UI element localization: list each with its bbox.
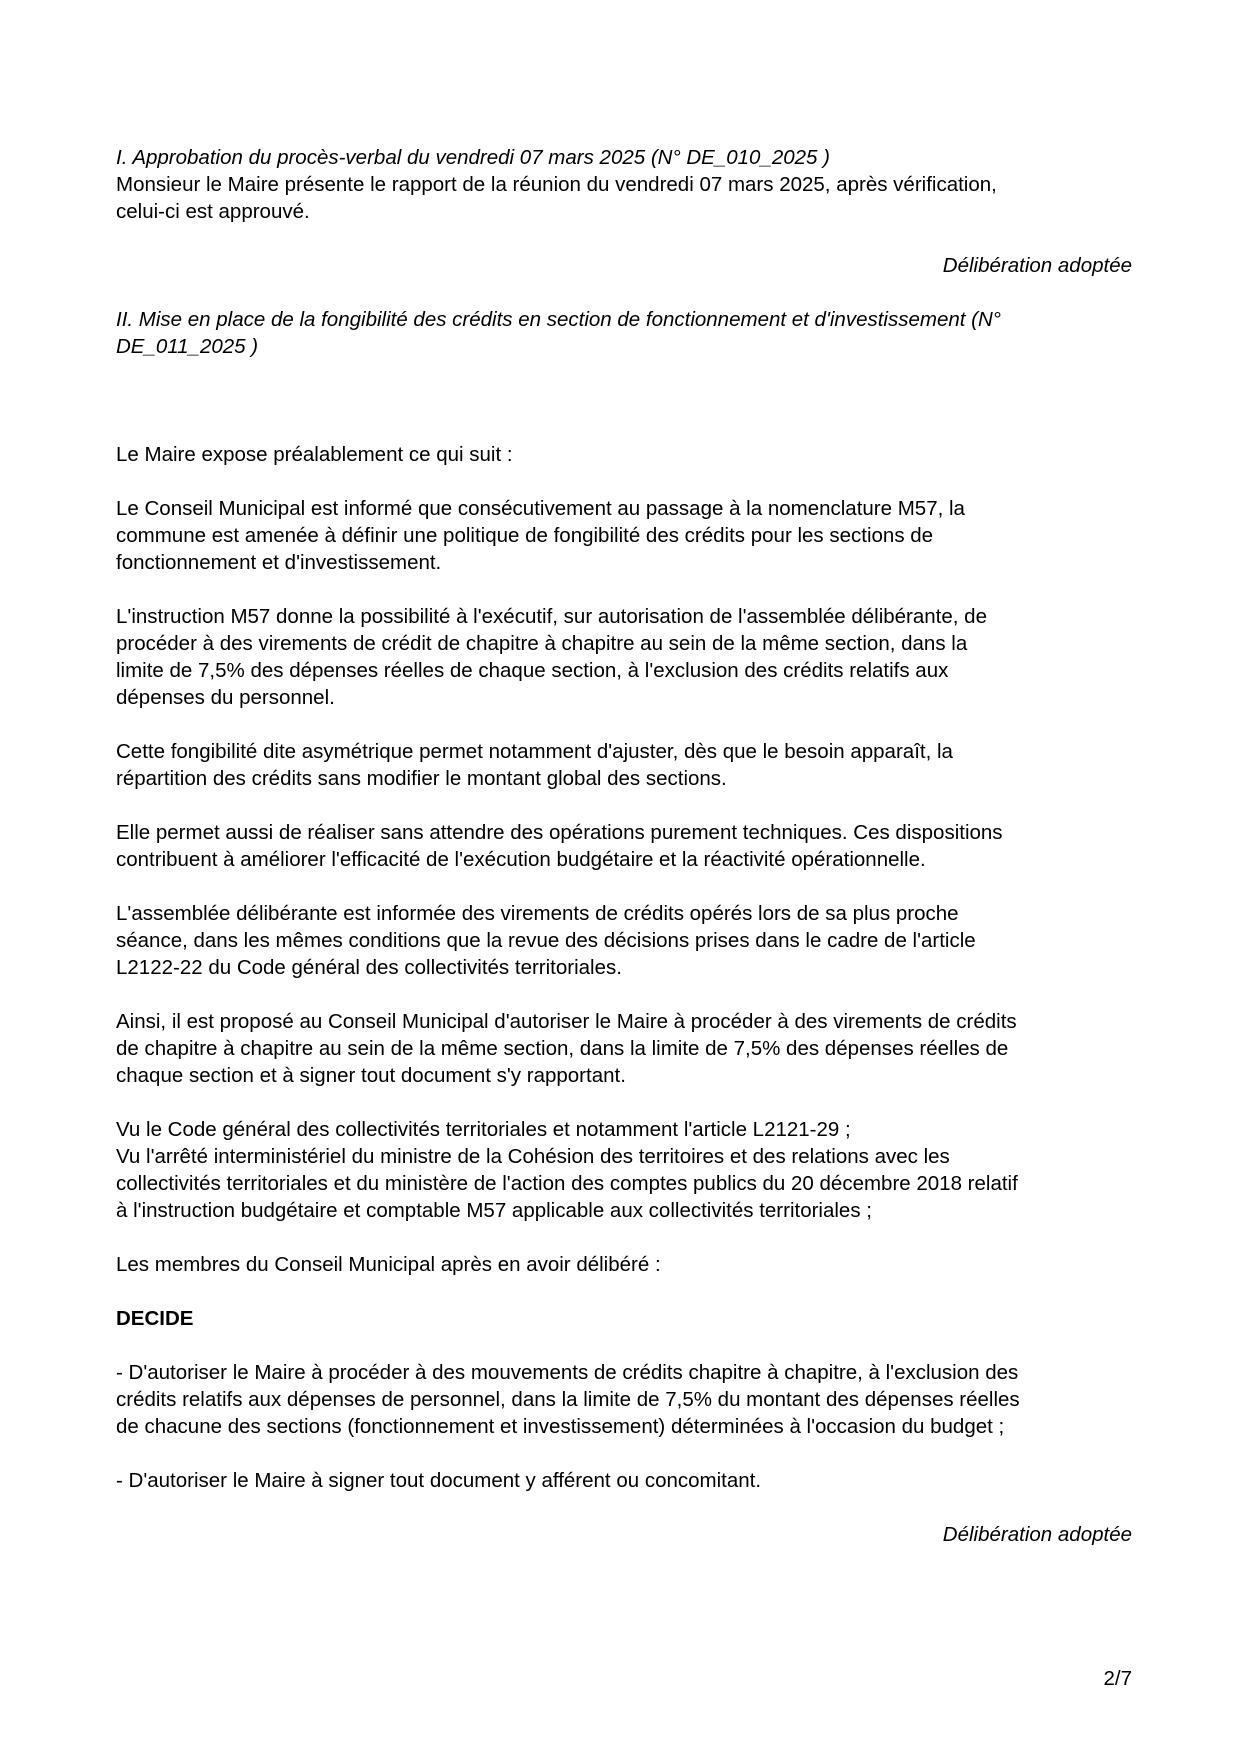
paragraph-assemblee-informee: L'assemblée délibérante est informée des virements de crédits opérés lors de sa plus proche séance, dans les mêmes conditions que la revue des décisions prises dans le cadre de l'article L2122-22 du Code général des collectivités territoriales. [116,902,976,979]
decision-item: - D'autoriser le Maire à signer tout document y afférent ou concomitant. [116,1469,762,1492]
section1-body: Monsieur le Maire présente le rapport de la réunion du vendredi 07 mars 2025, après vérification, celui-ci est approuvé. [116,173,997,223]
section2-title: II. Mise en place de la fongibilité des crédits en section de fonctionnement et d'investissement (N° DE_011_2025 ) [116,308,1001,358]
section1-result: Délibération adoptée [942,254,1132,277]
page-number: 2/7 [1103,1667,1132,1690]
paragraph-instruction-m57: L'instruction M57 donne la possibilité à l'exécutif, sur autorisation de l'assemblée délibérante, de procéder à des virements de crédit de chapitre à chapitre au sein de la même section, dans la limite de 7,5% des dépenses réelles de chaque section, à l'exclusion des crédits relatifs aux dépenses du personnel. [116,605,987,709]
paragraph-operations-techniques: Elle permet aussi de réaliser sans attendre des opérations purement techniques. Ces dispositions contribuent à améliorer l'efficacité de l'exécution budgétaire et la réactivité opérationnelle. [116,821,1003,871]
paragraph-fongibilite-asymetrique: Cette fongibilité dite asymétrique permet notamment d'ajuster, dès que le besoin apparaît, la répartition des crédits sans modifier le montant global des sections. [116,740,953,790]
section2-result: Délibération adoptée [942,1523,1132,1546]
decide-heading: DECIDE [116,1307,194,1330]
decision-item: - D'autoriser le Maire à procéder à des mouvements de crédits chapitre à chapitre, à l'exclusion des crédits relatifs aux dépenses de personnel, dans la limite de 7,5% du montant des dépenses réelles de chacune des sections (fonctionnement et investissement) déterminées à l'occasion du budget ; [116,1361,1020,1438]
document-page [116,144,1132,1548]
paragraph-proposition: Ainsi, il est proposé au Conseil Municipal d'autoriser le Maire à procéder à des virements de crédits de chapitre à chapitre au sein de la même section, dans la limite de 7,5% des dépenses réelles de chaque section et à signer tout document s'y rapportant. [116,1010,1017,1087]
paragraph-visas: Vu le Code général des collectivités territoriales et notamment l'article L2121-29 ; Vu l'arrêté interministériel du ministre de la Cohésion des territoires et des relations avec les collectivités territoriales et du ministère de l'action des comptes publics du 20 décembre 2018 relatif à l'instruction budgétaire et comptable M57 applicable aux collectivités territoriales ; [116,1118,1018,1222]
section2-intro: Le Maire expose préalablement ce qui suit : [116,443,513,466]
paragraph-fongibilite-intro: Le Conseil Municipal est informé que consécutivement au passage à la nomenclature M57, la commune est amenée à définir une politique de fongibilité des crédits pour les sections de fonctionnement et d'investissement. [116,497,965,574]
paragraph-membres-delibere: Les membres du Conseil Municipal après en avoir délibéré : [116,1253,661,1276]
section1-title: I. Approbation du procès-verbal du vendredi 07 mars 2025 (N° DE_010_2025 ) [116,146,830,169]
